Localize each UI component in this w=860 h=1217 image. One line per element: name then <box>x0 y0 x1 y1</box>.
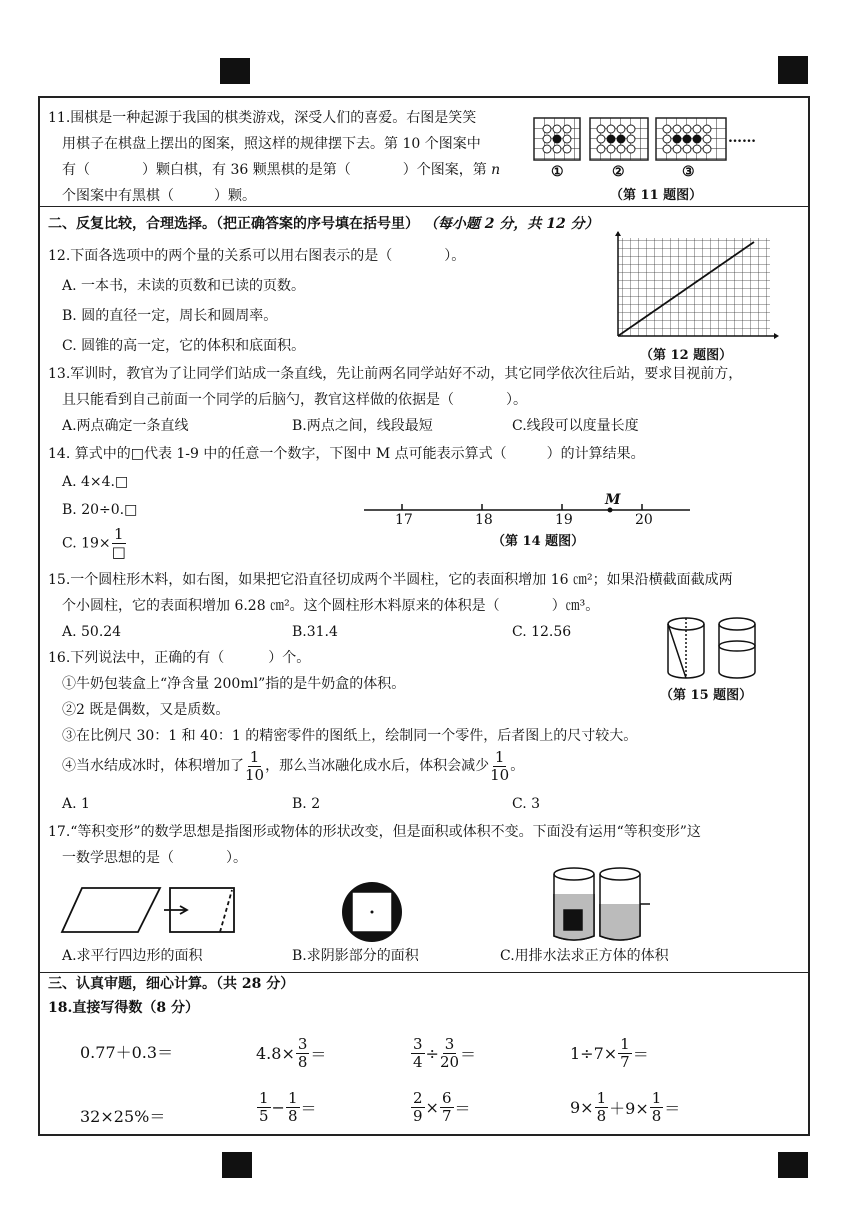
q13-option-a: A.两点确定一条直线 <box>62 418 189 434</box>
point-m-label: M <box>605 492 621 508</box>
shaded-circle-square <box>340 880 404 944</box>
registration-mark-bottom-right <box>778 1152 808 1178</box>
calc-7: $\frac{2}{9}$ × $\frac{6}{7}$ ＝ <box>413 1089 471 1125</box>
q14-option-b: B. 20÷0.□ <box>62 502 138 518</box>
q14-stem: 14. 算式中的□代表 1-9 中的任意一个数字，下图中 M 点可能表示算式（ ）的计算结果。 <box>48 446 645 462</box>
parallelogram-to-rectangle <box>60 886 240 936</box>
q15-line1: 15.一个圆柱形木料，如右图，如果把它沿直径切成两个半圆柱，它的表面积增加 16 ㎝²；如果沿横截面截成两 <box>48 572 733 588</box>
q12-option-b: B. 圆的直径一定，周长和圆周率。 <box>62 308 278 324</box>
q17-option-a: A.求平行四边形的面积 <box>62 948 203 964</box>
registration-mark-top-right <box>778 56 808 84</box>
calc-1: 0.77＋0.3＝ <box>80 1043 174 1062</box>
q16-option-a: A. 1 <box>62 796 90 812</box>
registration-mark-bottom-left <box>222 1152 252 1178</box>
registration-mark-top-left <box>220 58 250 84</box>
q15-line2: 个小圆柱，它的表面积增加 6.28 ㎝²。这个圆柱形木料原来的体积是（ ）㎝³。 <box>62 598 600 614</box>
q15-option-c: C. 12.56 <box>512 624 572 640</box>
calc-4: 1÷7× $\frac{1}{7}$ ＝ <box>570 1035 649 1071</box>
q15-option-a: A. 50.24 <box>62 624 122 640</box>
q12-stem: 12.下面各选项中的两个量的关系可以用右图表示的是（ ）。 <box>48 248 466 264</box>
dots: …… <box>728 130 756 146</box>
pattern-3 <box>656 118 726 160</box>
divider <box>40 206 808 207</box>
q13-line2: 且只能看到自己前面一个同学的后脑勺，教官这样做的依据是（ ）。 <box>62 392 527 408</box>
tick-18: 18 <box>475 512 493 528</box>
tick-17: 17 <box>395 512 413 528</box>
section3-title: 三、认真审题，细心计算。（共 28 分） <box>48 976 295 992</box>
calc-2: 4.8× $\frac{3}{8}$ ＝ <box>256 1035 327 1071</box>
q14-option-a: A. 4×4.□ <box>62 474 129 490</box>
calc-3: $\frac{3}{4}$ ÷ $\frac{3}{20}$ ＝ <box>413 1035 477 1071</box>
q13-line1: 13.军训时，教官为了让同学们站成一条直线，先让前两名同学站好不动，其它同学依次往后站，要求目视前方， <box>48 366 743 382</box>
q16-statement-4: ④当水结成冰时，体积增加了 $\frac{1}{10}$ ，那么当冰融化成水后，体积会减少 $\frac{1}{10}$ 。 <box>62 747 525 784</box>
fig14-caption: （第 14 题图） <box>492 534 585 549</box>
q16-statement-2: ②2 既是偶数，又是质数。 <box>62 702 230 718</box>
q16-statement-1: ①牛奶包装盒上“净含量 200ml”指的是牛奶盒的体积。 <box>62 676 406 692</box>
q14-option-c: C. 19× $\frac{1}{□}$ <box>62 525 126 561</box>
q11-line4: 个图案中有黑棋（ ）颗。 <box>62 188 256 204</box>
fig-label-1: ① <box>551 164 564 180</box>
calc-6: $\frac{1}{5}$ − $\frac{1}{8}$ ＝ <box>259 1089 317 1125</box>
q11-line2: 用棋子在棋盘上摆出的图案，照这样的规律摆下去。第 10 个图案中 <box>62 136 481 152</box>
fig15-caption: （第 15 题图） <box>660 688 753 703</box>
calc-5: 32×25%＝ <box>80 1107 166 1126</box>
q15-option-b: B.31.4 <box>292 624 338 640</box>
proportion-graph <box>614 232 784 344</box>
fig11-caption: （第 11 题图） <box>610 188 703 203</box>
q13-option-b: B.两点之间，线段最短 <box>292 418 433 434</box>
fig-label-2: ② <box>612 164 625 180</box>
section2-title: 二、反复比较，合理选择。（把正确答案的序号填在括号里） （每小题 2 分，共 12 分） <box>48 216 599 232</box>
fig12-caption: （第 12 题图） <box>640 348 733 363</box>
q17-option-b: B.求阴影部分的面积 <box>292 948 419 964</box>
variable-n: n <box>491 162 501 178</box>
q18-title: 18.直接写得数（8 分） <box>48 1000 199 1016</box>
q12-option-a: A. 一本书，未读的页数和已读的页数。 <box>62 278 306 294</box>
q17-line2: 一数学思想的是（ ）。 <box>62 850 247 866</box>
q16-option-c: C. 3 <box>512 796 541 812</box>
q16-statement-3: ③在比例尺 30：1 和 40：1 的精密零件的图纸上，绘制同一个零件，后者图上的尺寸较大。 <box>62 728 638 744</box>
q12-option-c: C. 圆锥的高一定，它的体积和底面积。 <box>62 338 306 354</box>
pattern-2 <box>590 118 648 160</box>
q11-line1: 11.围棋是一种起源于我国的棋类游戏，深受人们的喜爱。右图是笑笑 <box>48 110 477 126</box>
q11-line3: 有（ ）颗白棋，有 36 颗黑棋的是第（ ）个图案，第 n <box>62 162 501 178</box>
q16-stem: 16.下列说法中，正确的有（ ）个。 <box>48 650 311 666</box>
q17-line1: 17.“等积变形”的数学思想是指图形或物体的形状改变，但是面积或体积不变。下面没有运用“等积变形”这 <box>48 824 701 840</box>
cylinder-figures <box>664 616 764 680</box>
calc-8: 9× $\frac{1}{8}$ ＋9× $\frac{1}{8}$ ＝ <box>570 1089 681 1125</box>
tick-20: 20 <box>635 512 653 528</box>
q13-option-c: C.线段可以度量长度 <box>512 418 639 434</box>
divider <box>40 972 808 973</box>
q17-option-c: C.用排水法求正方体的体积 <box>500 948 669 964</box>
tick-19: 19 <box>555 512 573 528</box>
fig-label-3: ③ <box>682 164 695 180</box>
water-displacement-cups <box>550 864 660 944</box>
q16-option-b: B. 2 <box>292 796 321 812</box>
pattern-1 <box>534 118 580 160</box>
